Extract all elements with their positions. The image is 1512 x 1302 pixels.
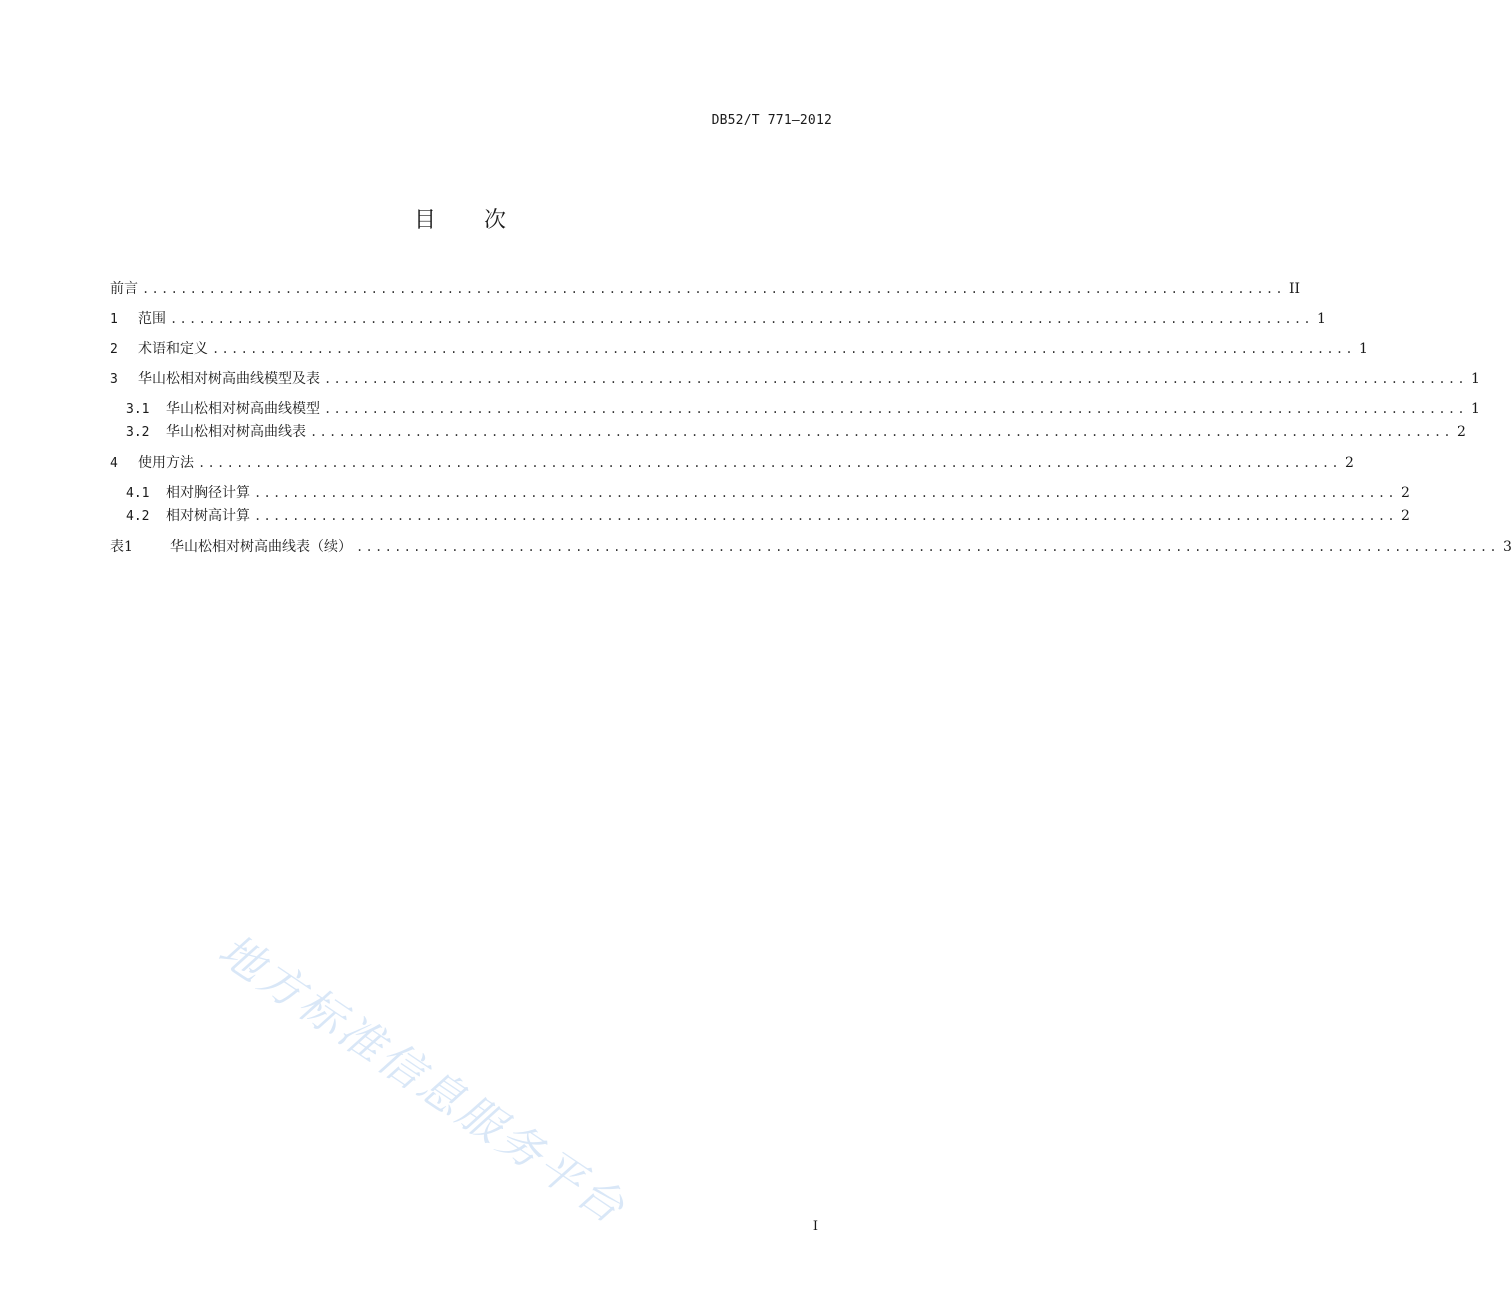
toc-entry-title: 范围: [138, 311, 166, 327]
dot-leader: ........................................................................................................................: [310, 425, 1453, 439]
toc-entry-title: 前言: [110, 281, 138, 297]
toc-entry-title: 华山松相对树高曲线模型及表: [138, 371, 320, 387]
toc-entry-number: 4.2: [126, 509, 150, 524]
toc-entry-4[interactable]: [110, 452, 1354, 474]
toc-entry-number: 3: [110, 372, 118, 387]
toc-entry-number: 表1: [110, 539, 133, 555]
toc-entry-3-2[interactable]: [126, 421, 1466, 443]
dot-leader: ........................................................................................................................: [212, 342, 1355, 356]
toc-entry-title: 华山松相对树高曲线模型: [166, 401, 320, 417]
toc-entry-number: 3.1: [126, 402, 150, 417]
toc-entry-foreword[interactable]: [110, 278, 1301, 300]
toc-entry-3-1[interactable]: [126, 398, 1480, 420]
toc-entry-page: 1: [1358, 341, 1368, 357]
toc-entry-title: 相对树高计算: [166, 508, 250, 524]
toc-entry-page: 1: [1470, 371, 1480, 387]
dot-leader: ........................................................................................................................: [170, 312, 1313, 326]
toc-entry-page: 2: [1456, 424, 1466, 440]
toc-entry-page: II: [1288, 281, 1301, 297]
toc-entry-number: 4: [110, 456, 118, 471]
toc-entry-2[interactable]: [110, 338, 1368, 360]
standard-code: DB52/T 771—2012: [711, 113, 832, 128]
dot-leader: ........................................................................................................................: [324, 372, 1467, 386]
page-number: I: [812, 1219, 818, 1234]
dot-leader: ........................................................................................................................: [254, 509, 1397, 523]
toc-entry-number: 3.2: [126, 425, 150, 440]
toc-entry-page: 1: [1316, 311, 1326, 327]
dot-leader: ........................................................................................................................: [324, 402, 1467, 416]
toc-entry-page: 2: [1344, 455, 1354, 471]
toc-entry-number: 2: [110, 342, 118, 357]
toc-entry-3[interactable]: [110, 368, 1480, 390]
toc-entry-title: 使用方法: [138, 455, 194, 471]
toc-title: 目次: [413, 208, 554, 233]
toc-entry-page: 3: [1502, 539, 1512, 555]
toc-entry-page: 1: [1470, 401, 1480, 417]
toc-entry-title: 术语和定义: [138, 341, 208, 357]
toc-entry-number: 4.1: [126, 486, 150, 501]
toc-entry-page: 2: [1400, 485, 1410, 501]
watermark: 地方标准信息服务平台: [209, 924, 636, 1236]
toc-entry-table-1[interactable]: [110, 536, 1512, 558]
dot-leader: ........................................................................................................................: [356, 540, 1499, 554]
toc-entry-4-1[interactable]: [126, 482, 1410, 504]
toc-entry-title: 相对胸径计算: [166, 485, 250, 501]
toc-entry-page: 2: [1400, 508, 1410, 524]
dot-leader: ........................................................................................................................: [254, 486, 1397, 500]
toc-entry-4-2[interactable]: [126, 505, 1410, 527]
toc-entry-number: 1: [110, 312, 118, 327]
toc-entry-title: 华山松相对树高曲线表（续）: [170, 539, 352, 555]
toc-entry-title: 华山松相对树高曲线表: [166, 424, 306, 440]
dot-leader: ........................................................................................................................: [142, 282, 1285, 296]
toc-entry-1[interactable]: [110, 308, 1326, 330]
dot-leader: ........................................................................................................................: [198, 456, 1341, 470]
